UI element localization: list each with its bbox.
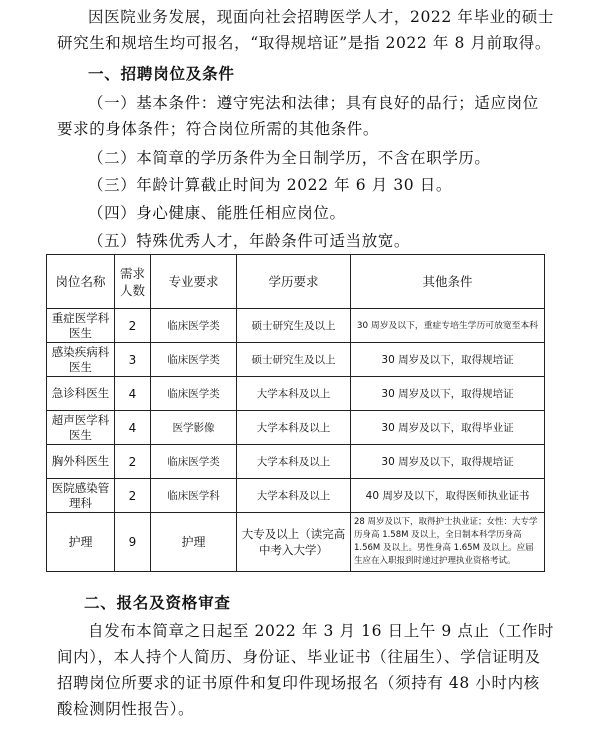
header-other: 其他条件: [351, 255, 545, 309]
cell-position: 感染疾病科医生: [47, 343, 115, 377]
section-2-heading: 二、报名及资格审查: [84, 594, 231, 612]
cell-position: 护理: [47, 513, 115, 572]
cell-education: 大学本科及以上: [237, 377, 351, 411]
cell-education: 大学本科及以上: [237, 479, 351, 513]
cell-position: 胸外科医生: [47, 445, 115, 479]
condition-item-5: （五）特殊优秀人才，年龄条件可适当放宽。: [88, 232, 411, 250]
cell-count: 2: [115, 309, 151, 343]
cell-count: 4: [115, 411, 151, 445]
cell-position: 急诊科医生: [47, 377, 115, 411]
cell-education: 硕士研究生及以上: [237, 309, 351, 343]
cell-count: 4: [115, 377, 151, 411]
cell-education: 大学本科及以上: [237, 411, 351, 445]
table-header-row: [47, 255, 545, 309]
positions-table: [46, 254, 545, 572]
cell-count: 9: [115, 513, 151, 572]
cell-major: 临床医学类: [151, 309, 237, 343]
cell-major: 医学影像: [151, 411, 237, 445]
cell-major: 临床医学类: [151, 343, 237, 377]
cell-other: 30 周岁及以下，取得规培证: [351, 377, 545, 411]
header-count: 需求人数: [115, 255, 151, 309]
table-row: [47, 445, 545, 479]
cell-education: 大学本科及以上: [237, 445, 351, 479]
section-1-heading: 一、招聘岗位及条件: [88, 65, 235, 83]
table-row: [47, 411, 545, 445]
cell-major: 临床医学科: [151, 479, 237, 513]
cell-count: 3: [115, 343, 151, 377]
cell-other: 40 周岁及以下，取得医师执业证书: [351, 479, 545, 513]
cell-position: 重症医学科医生: [47, 309, 115, 343]
cell-position: 超声医学科医生: [47, 411, 115, 445]
cell-other: 30 周岁及以下，取得毕业证: [351, 411, 545, 445]
header-major: 专业要求: [151, 255, 237, 309]
cell-other: 30 周岁及以下，重症专培生学历可放宽至本科: [351, 309, 545, 343]
condition-item-2: （二）本简章的学历条件为全日制学历，不含在职学历。: [88, 149, 491, 167]
cell-other: 30 周岁及以下，取得规培证: [351, 445, 545, 479]
registration-paragraph: 自发布本简章之日起至 2022 年 3 月 16 日上午 9 点止（工作时间内），本人持个人简历、身份证、毕业证书（往届生）、学信证明及招聘岗位所要求的证书原件和复印件现场报名（须持有 48 小时内核酸检测阴性报告）。: [57, 622, 555, 718]
cell-count: 2: [115, 479, 151, 513]
cell-other: 30 周岁及以下，取得规培证: [351, 343, 545, 377]
cell-major: 护理: [151, 513, 237, 572]
cell-count: 2: [115, 445, 151, 479]
condition-item-3: （三）年龄计算截止时间为 2022 年 6 月 30 日。: [88, 176, 452, 194]
cell-major: 临床医学类: [151, 445, 237, 479]
cell-major: 临床医学类: [151, 377, 237, 411]
cell-position: 医院感染管理科: [47, 479, 115, 513]
table-row: [47, 377, 545, 411]
table-row: [47, 513, 545, 572]
cell-other: 28 周岁及以下，取得护士执业证；女性：大专学历身高 1.58M 及以上，全日制本科学历身高 1.56M 及以上。男性身高 1.65M 及以上。应届生应在入职报到时递过护理执业资格考试。: [351, 513, 545, 572]
header-position: 岗位名称: [47, 255, 115, 309]
cell-education: 硕士研究生及以上: [237, 343, 351, 377]
table-row: [47, 309, 545, 343]
cell-education: 大专及以上（读完高中考入大学）: [237, 513, 351, 572]
header-education: 学历要求: [237, 255, 351, 309]
condition-item-1: （一）基本条件：遵守宪法和法律；具有良好的品行；适应岗位要求的身体条件；符合岗位所需的其他条件。: [57, 94, 539, 138]
table-row: [47, 479, 545, 513]
intro-paragraph: 因医院业务发展，现面向社会招聘医学人才，2022 年毕业的硕士研究生和规培生均可报名，“取得规培证”是指 2022 年 8 月前取得。: [57, 8, 554, 52]
table-row: [47, 343, 545, 377]
condition-item-4: （四）身心健康、能胜任相应岗位。: [88, 204, 346, 222]
